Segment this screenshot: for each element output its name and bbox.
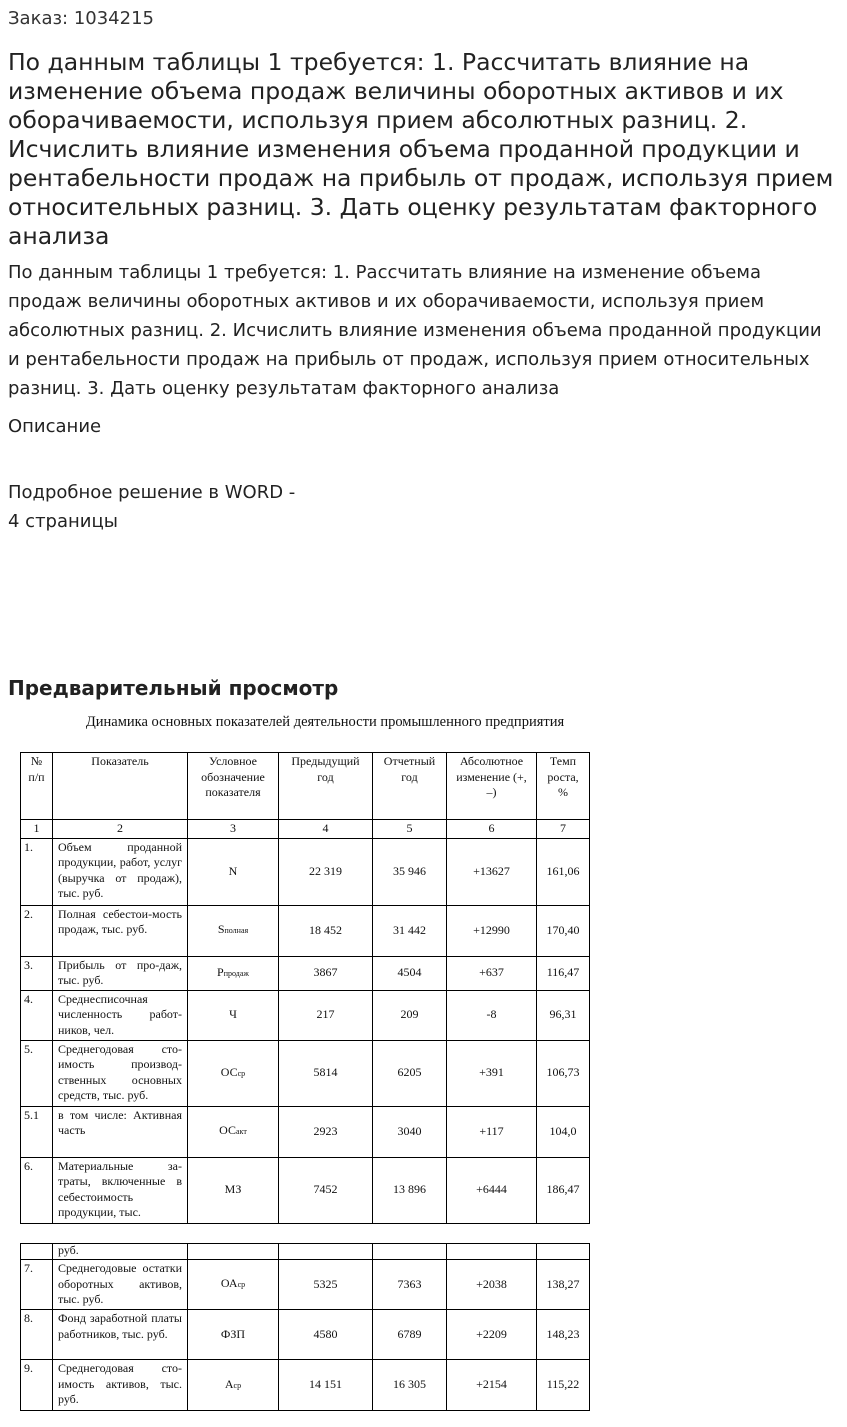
growth-rate-value: 106,73 <box>537 1040 590 1106</box>
symbol-main: МЗ <box>224 1182 242 1197</box>
preview-heading: Предварительный просмотр <box>8 676 339 700</box>
indicator-name: Среднегодовая сто-имость активов, тыс. руб. <box>53 1360 188 1411</box>
abs-change-value: +6444 <box>447 1157 537 1223</box>
abs-change-value: +391 <box>447 1040 537 1106</box>
description-text: Подробное решение в WORD - 4 страницы <box>8 482 296 532</box>
indicator-name: Прибыль от про-даж, тыс. руб. <box>53 956 188 990</box>
row-number: 5. <box>21 1040 53 1106</box>
prev-year-value: 7452 <box>279 1157 373 1223</box>
table-row <box>21 1106 590 1157</box>
header-growth-rate: Темп роста, % <box>537 753 590 820</box>
indicator-symbol <box>188 838 279 905</box>
indicator-symbol <box>188 1310 279 1360</box>
prev-year-value: 2923 <box>279 1106 373 1157</box>
indicator-symbol <box>188 1360 279 1411</box>
indicator-name: Среднегодовая сто-имость производ-ственных основных средств, тыс. руб. <box>53 1040 188 1106</box>
continuation-text: руб. <box>53 1244 188 1260</box>
growth-rate-value: 161,06 <box>537 838 590 905</box>
prev-year-value: 22 319 <box>279 838 373 905</box>
row-number: 4. <box>21 990 53 1040</box>
growth-rate-value: 148,23 <box>537 1310 590 1360</box>
indicator-name: Фонд заработной платы работников, тыс. руб. <box>53 1310 188 1360</box>
prev-year-value: 4580 <box>279 1310 373 1360</box>
table-row <box>21 1040 590 1106</box>
table-row <box>21 1157 590 1223</box>
col-number: 6 <box>447 820 537 839</box>
prev-year-value: 5814 <box>279 1040 373 1106</box>
task-summary: По данным таблицы 1 требуется: 1. Рассчитать влияние на изменение объема продаж величины оборотных активов и их оборачиваемости, используя прием абсолютных разниц. 2. Исчислить влияние изменения объема проданной продукции и рентабельности продаж на прибыль от продаж, используя прием относительных разниц. 3. Дать оценку результатам факторного анализа <box>8 262 822 399</box>
indicator-symbol <box>188 905 279 956</box>
col-number: 7 <box>537 820 590 839</box>
table-row <box>21 1260 590 1310</box>
indicator-symbol <box>188 1040 279 1106</box>
table-header-row <box>21 753 590 820</box>
page-title: По данным таблицы 1 требуется: 1. Рассчитать влияние на изменение объема продаж величины оборотных активов и их оборачиваемости, используя прием абсолютных разниц. 2. Исчислить влияние изменения объема проданной продукции и рентабельности продаж на прибыль от продаж, используя прием относительных разниц. 3. Дать оценку результатам факторного анализа <box>8 48 834 250</box>
curr-year-value: 31 442 <box>373 905 447 956</box>
abs-change-value: +637 <box>447 956 537 990</box>
growth-rate-value: 186,47 <box>537 1157 590 1223</box>
symbol-main: N <box>228 863 238 878</box>
growth-rate-value: 170,40 <box>537 905 590 956</box>
abs-change-value: +13627 <box>447 838 537 905</box>
table-row <box>21 990 590 1040</box>
table-row <box>21 956 590 990</box>
header-symbol: Условное обозначение показателя <box>188 753 279 820</box>
row-number: 1. <box>21 838 53 905</box>
header-prev-year: Предыдущий год <box>279 753 373 820</box>
row-number: 3. <box>21 956 53 990</box>
symbol-main: ОС <box>220 1064 238 1079</box>
indicator-name: Материальные за-траты, включенные в себестоимость продукции, тыс. <box>53 1157 188 1223</box>
row-number: 8. <box>21 1310 53 1360</box>
curr-year-value: 6789 <box>373 1310 447 1360</box>
curr-year-value: 16 305 <box>373 1360 447 1411</box>
row-number: 5.1 <box>21 1106 53 1157</box>
indicators-table-continued <box>20 1243 590 1411</box>
growth-rate-value: 104,0 <box>537 1106 590 1157</box>
abs-change-value: +2154 <box>447 1360 537 1411</box>
symbol-subscript: ср <box>233 1380 242 1390</box>
symbol-main: ОС <box>219 1123 236 1138</box>
description-label: Описание <box>8 416 102 437</box>
symbol-subscript: акт <box>236 1127 247 1137</box>
table-row <box>21 905 590 956</box>
curr-year-value: 3040 <box>373 1106 447 1157</box>
indicator-symbol <box>188 1106 279 1157</box>
indicator-symbol <box>188 956 279 990</box>
row-number: 9. <box>21 1360 53 1411</box>
indicator-name: Среднегодовые остатки оборотных активов, тыс. руб. <box>53 1260 188 1310</box>
symbol-subscript: полная <box>224 926 249 936</box>
curr-year-value: 7363 <box>373 1260 447 1310</box>
indicator-symbol <box>188 990 279 1040</box>
curr-year-value: 35 946 <box>373 838 447 905</box>
symbol-subscript: ср <box>237 1068 246 1078</box>
growth-rate-value: 115,22 <box>537 1360 590 1411</box>
col-number: 3 <box>188 820 279 839</box>
prev-year-value: 217 <box>279 990 373 1040</box>
table-row <box>21 1360 590 1411</box>
abs-change-value: -8 <box>447 990 537 1040</box>
growth-rate-value: 138,27 <box>537 1260 590 1310</box>
symbol-main: ФЗП <box>220 1326 246 1341</box>
symbol-subscript: ср <box>237 1280 246 1290</box>
row-number: 2. <box>21 905 53 956</box>
header-indicator: Показатель <box>53 753 188 820</box>
indicator-symbol <box>188 1260 279 1310</box>
header-curr-year: Отчетный год <box>373 753 447 820</box>
curr-year-value: 13 896 <box>373 1157 447 1223</box>
table-body-continued <box>21 1260 590 1411</box>
document-title: Динамика основных показателей деятельности промышленного предприятия <box>85 714 565 730</box>
symbol-subscript: продаж <box>223 968 249 978</box>
symbol-main: Ч <box>229 1007 237 1022</box>
growth-rate-value: 116,47 <box>537 956 590 990</box>
table-row <box>21 1310 590 1360</box>
prev-year-value: 14 151 <box>279 1360 373 1411</box>
symbol-main: А <box>224 1376 234 1391</box>
prev-year-value: 18 452 <box>279 905 373 956</box>
curr-year-value: 4504 <box>373 956 447 990</box>
growth-rate-value: 96,31 <box>537 990 590 1040</box>
table-body <box>21 838 590 1223</box>
abs-change-value: +2209 <box>447 1310 537 1360</box>
row-number: 7. <box>21 1260 53 1310</box>
table-row <box>21 838 590 905</box>
col-number: 1 <box>21 820 53 839</box>
symbol-main: P <box>217 964 224 979</box>
symbol-main: S <box>217 922 225 937</box>
indicator-symbol <box>188 1157 279 1223</box>
abs-change-value: +117 <box>447 1106 537 1157</box>
prev-year-value: 5325 <box>279 1260 373 1310</box>
symbol-main: ОА <box>220 1276 238 1291</box>
header-num: № п/п <box>21 753 53 820</box>
order-number: Заказ: 1034215 <box>8 8 154 29</box>
indicators-table <box>20 752 590 1224</box>
indicator-name: в том числе: Активная часть <box>53 1106 188 1157</box>
col-number: 5 <box>373 820 447 839</box>
col-number: 2 <box>53 820 188 839</box>
indicator-name: Среднесписочная численность работ-ников, чел. <box>53 990 188 1040</box>
abs-change-value: +2038 <box>447 1260 537 1310</box>
prev-year-value: 3867 <box>279 956 373 990</box>
column-number-row <box>21 820 590 839</box>
continuation-row <box>21 1244 590 1260</box>
header-abs-change: Абсолютное изменение (+, –) <box>447 753 537 820</box>
indicator-name: Объем проданной продукции, работ, услуг (выручка от продаж), тыс. руб. <box>53 838 188 905</box>
curr-year-value: 209 <box>373 990 447 1040</box>
curr-year-value: 6205 <box>373 1040 447 1106</box>
col-number: 4 <box>279 820 373 839</box>
indicator-name: Полная себестои-мость продаж, тыс. руб. <box>53 905 188 956</box>
abs-change-value: +12990 <box>447 905 537 956</box>
row-number: 6. <box>21 1157 53 1223</box>
